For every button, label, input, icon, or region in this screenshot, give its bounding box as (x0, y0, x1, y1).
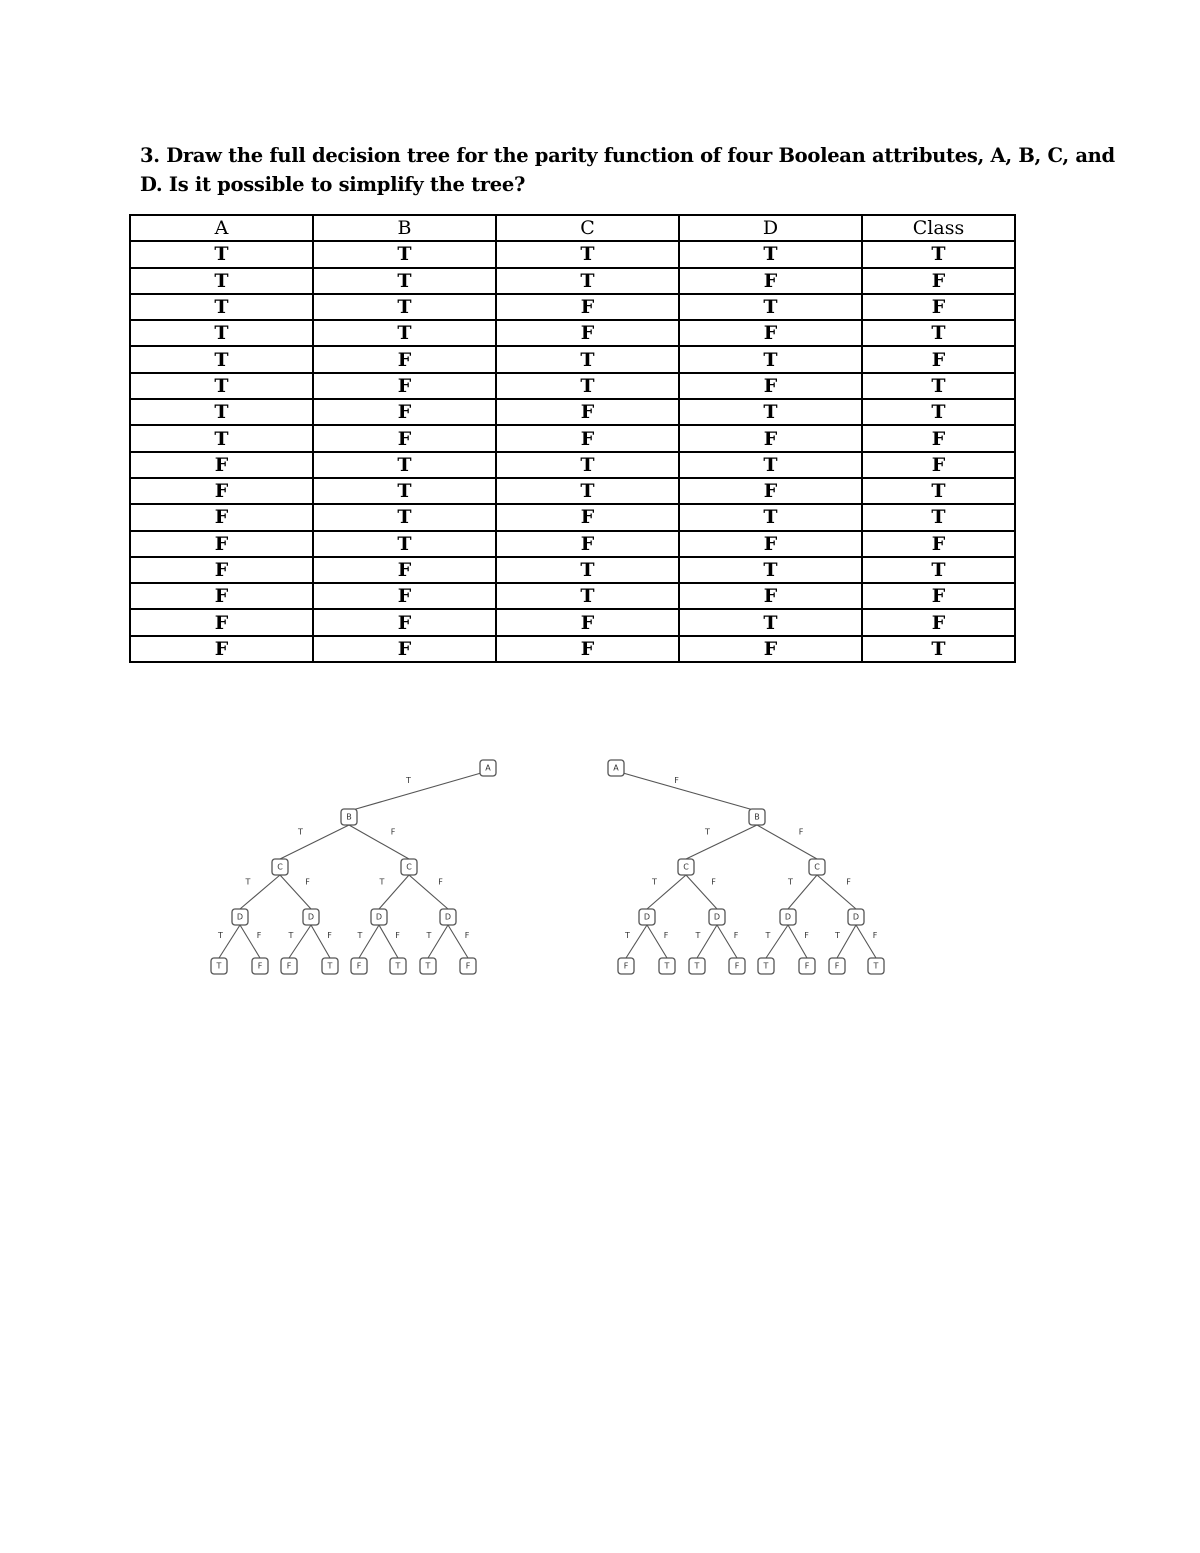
table-row (130, 241, 1015, 267)
leaf-node (211, 958, 227, 974)
decision-tree-left (200, 755, 500, 980)
table-cell: T (862, 241, 1015, 267)
table-cell: F (679, 583, 862, 609)
edge-label: T (379, 877, 385, 887)
edge-label: F (395, 931, 400, 940)
node-label: F (734, 961, 740, 971)
table-row (130, 399, 1015, 425)
table-cell: F (313, 609, 496, 635)
node-label: T (425, 961, 431, 971)
table-cell: T (679, 399, 862, 425)
node-label: D (643, 912, 651, 922)
table-cell: F (679, 373, 862, 399)
table-cell: T (679, 557, 862, 583)
node-label: F (623, 961, 629, 971)
edge-label: T (288, 931, 294, 940)
table-cell: F (130, 609, 313, 635)
node-label: T (873, 961, 879, 971)
node-label: T (327, 961, 333, 971)
node-label: T (395, 961, 401, 971)
table-cell: F (130, 478, 313, 504)
table-cell: F (496, 504, 679, 530)
node-label: D (307, 912, 315, 922)
table-cell: F (679, 425, 862, 451)
tree-edge (379, 925, 398, 958)
root-node-a (480, 760, 496, 776)
node-label: D (236, 912, 244, 922)
edge-label: F (872, 931, 878, 940)
tree-edge (240, 925, 260, 958)
edge-label: T (625, 931, 630, 940)
table-row (130, 583, 1015, 609)
node-label: A (485, 763, 491, 773)
edge-label: F (305, 877, 310, 887)
tree-edge (686, 825, 757, 859)
leaf-node (659, 958, 675, 974)
table-cell: T (313, 268, 496, 294)
question-text (140, 141, 1115, 199)
node-d (303, 909, 319, 925)
question-line-2: D. Is it possible to simplify the tree? (140, 173, 526, 196)
edge-label: F (464, 931, 470, 940)
leaf-node (829, 958, 845, 974)
leaf-node (351, 958, 367, 974)
table-cell: F (679, 268, 862, 294)
table-cell: F (862, 346, 1015, 372)
table-cell: F (862, 268, 1015, 294)
node-label: C (814, 862, 820, 872)
edge-label: T (406, 776, 411, 785)
table-row (130, 452, 1015, 478)
table-cell: T (496, 241, 679, 267)
tree-edge (616, 771, 757, 811)
node-label: F (257, 961, 263, 971)
table-cell: F (496, 531, 679, 557)
table-row (130, 478, 1015, 504)
table-row (130, 636, 1015, 662)
node-label: F (804, 961, 810, 971)
tree-edge (837, 925, 856, 958)
table-cell: T (862, 399, 1015, 425)
table-cell: F (496, 636, 679, 662)
table-cell: F (130, 583, 313, 609)
tree-edge (757, 825, 817, 859)
table-cell: F (496, 294, 679, 320)
node-label: C (406, 862, 412, 872)
node-label: D (713, 912, 721, 922)
leaf-node (322, 958, 338, 974)
table-cell: F (130, 636, 313, 662)
table-cell: F (313, 399, 496, 425)
node-label: F (834, 961, 840, 971)
edge-label: T (652, 877, 657, 887)
leaf-node (758, 958, 774, 974)
table-cell: T (862, 320, 1015, 346)
table-cell: T (130, 399, 313, 425)
node-label: T (763, 961, 769, 971)
table-cell: T (130, 425, 313, 451)
tree-edge (428, 925, 448, 958)
table-cell: T (496, 346, 679, 372)
leaf-node (868, 958, 884, 974)
node-c (401, 859, 417, 875)
node-d (232, 909, 248, 925)
table-cell: T (862, 504, 1015, 530)
edge-label: T (357, 931, 363, 940)
edge-label: F (733, 931, 739, 940)
node-label: F (465, 961, 471, 971)
table-cell: T (679, 241, 862, 267)
node-d (709, 909, 725, 925)
truth-table (129, 214, 1016, 663)
node-label: T (694, 961, 700, 971)
tree-edge (349, 825, 409, 859)
table-row (130, 609, 1015, 635)
table-cell: F (496, 609, 679, 635)
table-cell: F (130, 504, 313, 530)
tree-edge (280, 825, 349, 859)
table-cell: T (862, 557, 1015, 583)
tree-edge (289, 925, 311, 958)
root-node-a (608, 760, 624, 776)
node-label: F (286, 961, 292, 971)
table-row (130, 557, 1015, 583)
table-row (130, 504, 1015, 530)
table-row (130, 268, 1015, 294)
node-label: T (664, 961, 670, 971)
tree-edge (626, 925, 647, 958)
edge-label: F (327, 931, 332, 940)
node-label: D (375, 912, 383, 922)
table-cell: F (496, 320, 679, 346)
node-c (678, 859, 694, 875)
table-cell: T (862, 373, 1015, 399)
leaf-node (460, 958, 476, 974)
tree-edge (647, 925, 667, 958)
table-cell: F (862, 294, 1015, 320)
tree-edge (349, 771, 488, 811)
table-cell: F (313, 557, 496, 583)
node-d (371, 909, 387, 925)
table-cell: T (679, 452, 862, 478)
table-cell: T (496, 373, 679, 399)
table-cell: T (679, 609, 862, 635)
table-cell: T (496, 452, 679, 478)
tree-edge (697, 925, 717, 958)
table-cell: T (130, 294, 313, 320)
header-b: B (313, 215, 496, 241)
table-cell: T (679, 504, 862, 530)
header-c: C (496, 215, 679, 241)
table-cell: T (130, 346, 313, 372)
edge-label: F (256, 931, 262, 940)
table-cell: F (862, 425, 1015, 451)
node-label: T (216, 961, 222, 971)
edge-label: T (218, 931, 223, 940)
question-line-1: 3. Draw the full decision tree for the parity function of four Boolean attributes, A, B, C, and (140, 144, 1115, 167)
table-cell: T (496, 478, 679, 504)
leaf-node (689, 958, 705, 974)
table-cell: F (679, 320, 862, 346)
tree-edge (219, 925, 240, 958)
tree-edge (717, 925, 737, 958)
table-cell: F (130, 557, 313, 583)
table-cell: T (313, 452, 496, 478)
edge-label: F (846, 877, 851, 887)
table-row (130, 294, 1015, 320)
table-cell: F (679, 531, 862, 557)
table-cell: T (130, 241, 313, 267)
table-cell: T (496, 268, 679, 294)
table-cell: F (313, 583, 496, 609)
header-a: A (130, 215, 313, 241)
edge-label: F (674, 776, 679, 785)
leaf-node (799, 958, 815, 974)
edge-label: F (438, 877, 443, 887)
table-cell: F (130, 531, 313, 557)
table-header-row (130, 215, 1015, 241)
node-d (780, 909, 796, 925)
tree-edge (788, 925, 807, 958)
node-label: D (852, 912, 860, 922)
leaf-node (390, 958, 406, 974)
tree-edge (856, 925, 876, 958)
edge-label: T (788, 877, 793, 887)
table-cell: T (313, 531, 496, 557)
table-cell: T (496, 583, 679, 609)
edge-label: T (695, 931, 701, 940)
table-body (130, 241, 1015, 662)
table-cell: T (313, 504, 496, 530)
table-cell: T (496, 557, 679, 583)
edge-label: T (426, 931, 432, 940)
node-label: B (346, 812, 352, 822)
table-row (130, 531, 1015, 557)
node-label: A (613, 763, 619, 773)
table-cell: F (679, 636, 862, 662)
table-cell: T (679, 346, 862, 372)
node-b (341, 809, 357, 825)
edge-label: F (804, 931, 809, 940)
table-row (130, 373, 1015, 399)
table-row (130, 425, 1015, 451)
leaf-node (618, 958, 634, 974)
table-cell: F (862, 609, 1015, 635)
table-cell: T (313, 241, 496, 267)
table-cell: T (679, 294, 862, 320)
node-label: C (683, 862, 689, 872)
node-d (639, 909, 655, 925)
edge-label: F (390, 827, 396, 837)
table-cell: F (313, 425, 496, 451)
leaf-node (281, 958, 297, 974)
edge-label: T (705, 827, 710, 837)
table-cell: F (679, 478, 862, 504)
node-c (809, 859, 825, 875)
tree-edge (448, 925, 468, 958)
node-label: F (356, 961, 362, 971)
table-cell: T (862, 478, 1015, 504)
table-cell: F (862, 583, 1015, 609)
node-label: D (444, 912, 452, 922)
leaf-node (252, 958, 268, 974)
table-row (130, 320, 1015, 346)
table-cell: F (862, 452, 1015, 478)
table-cell: F (496, 425, 679, 451)
edge-label: T (765, 931, 771, 940)
edge-label: T (298, 827, 303, 837)
table-row (130, 346, 1015, 372)
edge-label: F (663, 931, 669, 940)
edge-label: F (798, 827, 804, 837)
node-label: C (277, 862, 283, 872)
node-d (440, 909, 456, 925)
node-d (848, 909, 864, 925)
table-cell: T (130, 268, 313, 294)
table-cell: F (496, 399, 679, 425)
node-label: B (754, 812, 760, 822)
leaf-node (420, 958, 436, 974)
tree-edge (766, 925, 788, 958)
table-cell: F (313, 373, 496, 399)
tree-edge (311, 925, 330, 958)
node-c (272, 859, 288, 875)
table-cell: T (130, 320, 313, 346)
table-cell: T (130, 373, 313, 399)
edge-label: F (711, 877, 716, 887)
node-label: D (784, 912, 792, 922)
header-d: D (679, 215, 862, 241)
table-cell: T (313, 320, 496, 346)
table-cell: F (313, 346, 496, 372)
table-cell: T (313, 294, 496, 320)
table-cell: F (862, 531, 1015, 557)
table-cell: F (313, 636, 496, 662)
decision-tree-right (600, 755, 900, 980)
leaf-node (729, 958, 745, 974)
table-cell: T (313, 478, 496, 504)
edge-label: T (245, 877, 251, 887)
tree-edge (359, 925, 379, 958)
node-b (749, 809, 765, 825)
table-cell: F (130, 452, 313, 478)
header-class: Class (862, 215, 1015, 241)
edge-label: T (835, 931, 840, 940)
table-cell: T (862, 636, 1015, 662)
